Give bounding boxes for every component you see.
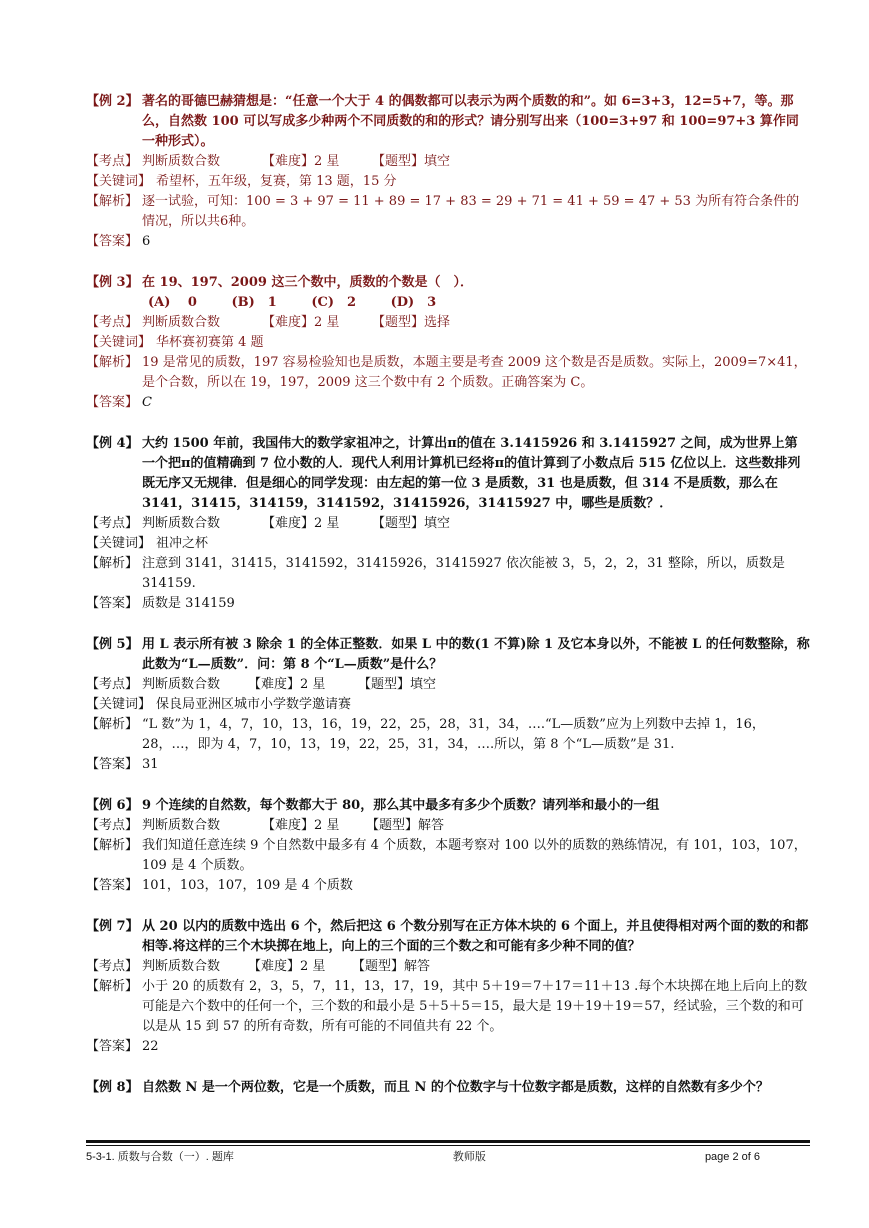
choice-d: (D) 3	[390, 295, 437, 310]
answer-tag: 【答案】	[86, 395, 139, 410]
analysis-row	[86, 192, 810, 232]
keywords-value: 保良局亚洲区城市小学数学邀请赛	[156, 697, 352, 712]
document-page	[86, 92, 810, 1119]
question-row	[86, 917, 810, 957]
choice-c: (C) 2	[311, 295, 357, 310]
choice-a: (A) 0	[148, 295, 197, 310]
keywords-tag: 【关键词】	[86, 697, 152, 712]
keywords-row	[86, 695, 810, 715]
keywords-tag: 【关键词】	[86, 335, 152, 350]
kaodian-tag: 【考点】	[86, 818, 139, 833]
answer-value: 6	[142, 234, 151, 249]
question-text: 从 20 以内的质数中选出 6 个，然后把这 6 个数分别写在正方体木块的 6 个面上，并且使得相对两个面的数的和都相等.将这样的三个木块掷在地上，向上的三个面的三个数之和可能有多少种不同的值？	[142, 919, 809, 954]
analysis-text: 19 是常见的质数，197 容易检验知也是质数，本题主要是考查 2009 这个数是否是质数。实际上，2009=7×41，是个合数，所以在 19，197，2009 这三个数中有 2 个质数。正确答案为 C。	[142, 355, 807, 390]
analysis-row	[86, 715, 810, 755]
analysis-text: 注意到 3141，31415，3141592，31415926，31415927 依次能被 3，5，2，2，31 整除，所以，质数是 314159.	[142, 556, 785, 591]
analysis-tag: 【解析】	[86, 979, 139, 994]
type-label: 【题型】解答	[366, 818, 445, 833]
question-row	[86, 92, 810, 152]
answer-value: 31	[142, 757, 159, 772]
problem-tag: 【例 2】	[86, 94, 139, 109]
keywords-value: 祖冲之杯	[156, 536, 209, 551]
analysis-text: 我们知道任意连续 9 个自然数中最多有 4 个质数，本题考察对 100 以外的质数的熟练情况，有 101，103，107，109 是 4 个质数。	[142, 838, 807, 873]
problem-tag: 【例 5】	[86, 637, 139, 652]
analysis-row	[86, 554, 810, 594]
question-row	[86, 273, 810, 293]
problem-tag: 【例 4】	[86, 436, 139, 451]
analysis-row	[86, 353, 810, 393]
page-footer	[86, 1140, 810, 1164]
kaodian-value: 判断质数合数	[142, 959, 221, 974]
analysis-text: 逐一试验，可知：100 = 3 + 97 = 11 + 89 = 17 + 83 = 29 + 71 = 41 + 59 = 47 + 53 为所有符合条件的情况，所以共6种。	[142, 194, 800, 229]
meta-row	[86, 514, 810, 534]
difficulty-label: 【难度】2 星	[248, 677, 326, 692]
difficulty-label: 【难度】2 星	[262, 818, 340, 833]
type-label: 【题型】选择	[372, 315, 451, 330]
meta-row	[86, 313, 810, 333]
problem-6	[86, 796, 810, 896]
footer-page-number: page 2 of 6	[704, 1151, 760, 1163]
problem-7	[86, 917, 810, 1057]
answer-value: 质数是 314159	[142, 596, 235, 611]
kaodian-value: 判断质数合数	[142, 154, 221, 169]
footer-rule-thick	[86, 1140, 810, 1143]
problem-tag: 【例 7】	[86, 919, 139, 934]
analysis-tag: 【解析】	[86, 838, 139, 853]
problem-3	[86, 273, 810, 413]
type-label: 【题型】填空	[372, 516, 451, 531]
kaodian-tag: 【考点】	[86, 154, 139, 169]
problem-2	[86, 92, 810, 252]
problem-4	[86, 434, 810, 614]
difficulty-label: 【难度】2 星	[262, 315, 340, 330]
difficulty-label: 【难度】2 星	[262, 516, 340, 531]
analysis-text: “L 数”为 1，4，7，10，13，16，19，22，25，28，31，34，….“L—质数”应为上列数中去掉 1，16，28，…，即为 4，7，10，13，19，22，25，31，34，….所以，第 8 个“L—质数”是 31.	[142, 717, 765, 752]
problem-tag: 【例 3】	[86, 275, 139, 290]
footer-title: 5-3-1. 质数与合数（一）. 题库	[86, 1151, 234, 1163]
kaodian-tag: 【考点】	[86, 516, 139, 531]
question-text: 大约 1500 年前，我国伟大的数学家祖冲之，计算出π的值在 3.1415926 和 3.1415927 之间，成为世界上第一个把π的值精确到 7 位小数的人．现代人利用计算机已经将π的值计算到了小数点后 515 亿位以上．这些数排列既无序又无规律．但是细心的同学发现：由左起的第一位 3 是质数，31 也是质数，但 314 不是质数，那么在 3141，31415，314159，3141592，31415926，31415927 中，哪些是质数？．	[142, 436, 801, 511]
kaodian-value: 判断质数合数	[142, 315, 221, 330]
question-row	[86, 1078, 810, 1098]
question-row	[86, 796, 810, 816]
kaodian-value: 判断质数合数	[142, 677, 221, 692]
meta-row	[86, 816, 810, 836]
footer-edition: 教师版	[452, 1151, 486, 1163]
answer-tag: 【答案】	[86, 757, 139, 772]
question-row	[86, 434, 810, 514]
analysis-row	[86, 836, 810, 876]
kaodian-tag: 【考点】	[86, 959, 139, 974]
question-text: 著名的哥德巴赫猜想是：“任意一个大于 4 的偶数都可以表示为两个质数的和”。如 6=3+3，12=5+7，等。那么，自然数 100 可以写成多少种两个不同质数的和的形式？请分别写出来（100=3+97 和 100=97+3 算作同一种形式）。	[142, 94, 799, 149]
problem-8	[86, 1078, 810, 1098]
question-row	[86, 635, 810, 675]
problem-tag: 【例 6】	[86, 798, 139, 813]
answer-value: C	[142, 395, 152, 410]
keywords-tag: 【关键词】	[86, 536, 152, 551]
keywords-value: 华杯赛初赛第 4 题	[156, 335, 264, 350]
kaodian-tag: 【考点】	[86, 315, 139, 330]
meta-row	[86, 152, 810, 172]
answer-tag: 【答案】	[86, 1039, 139, 1054]
question-text: 用 L 表示所有被 3 除余 1 的全体正整数．如果 L 中的数(1 不算)除 1 及它本身以外，不能被 L 的任何数整除，称此数为“L—质数”．问：第 8 个“L—质数”是什么？	[142, 637, 810, 672]
analysis-tag: 【解析】	[86, 717, 139, 732]
question-text: 自然数 N 是一个两位数，它是一个质数，而且 N 的个位数字与十位数字都是质数，这样的自然数有多少个？	[142, 1080, 769, 1095]
answer-row	[86, 393, 810, 413]
answer-row	[86, 755, 810, 775]
question-text: 在 19、197、2009 这三个数中，质数的个数是（ ）．	[142, 275, 473, 290]
footer-rule-thin	[86, 1145, 810, 1146]
answer-tag: 【答案】	[86, 234, 139, 249]
type-label: 【题型】填空	[372, 154, 451, 169]
keywords-row	[86, 333, 810, 353]
keywords-row	[86, 172, 810, 192]
keywords-value: 希望杯，五年级，复赛，第 13 题，15 分	[156, 174, 397, 189]
answer-row	[86, 1037, 810, 1057]
kaodian-value: 判断质数合数	[142, 818, 221, 833]
question-text: 9 个连续的自然数，每个数都大于 80，那么其中最多有多少个质数？请列举和最小的一组	[142, 798, 660, 813]
keywords-tag: 【关键词】	[86, 174, 152, 189]
analysis-tag: 【解析】	[86, 194, 139, 209]
answer-tag: 【答案】	[86, 878, 139, 893]
analysis-text: 小于 20 的质数有 2，3，5，7，11，13，17，19，其中 5＋19＝7＋17＝11＋13 .每个木块掷在地上后向上的数可能是六个数中的任何一个，三个数的和最小是 5＋5＋5＝15，最大是 19＋19＋19＝57，经试验，三个数的和可以是从 15 到 57 的所有奇数，所有可能的不同值共有 22 个。	[142, 979, 808, 1034]
answer-value: 22	[142, 1039, 159, 1054]
analysis-tag: 【解析】	[86, 556, 139, 571]
answer-row	[86, 594, 810, 614]
problem-tag: 【例 8】	[86, 1080, 139, 1095]
keywords-row	[86, 534, 810, 554]
analysis-tag: 【解析】	[86, 355, 139, 370]
meta-row	[86, 957, 810, 977]
answer-value: 101，103，107，109 是 4 个质数	[142, 878, 353, 893]
choice-b: (B) 1	[231, 295, 277, 310]
problem-5	[86, 635, 810, 775]
type-label: 【题型】解答	[352, 959, 431, 974]
type-label: 【题型】填空	[358, 677, 437, 692]
kaodian-value: 判断质数合数	[142, 516, 221, 531]
choices-row	[86, 293, 810, 313]
answer-row	[86, 232, 810, 252]
difficulty-label: 【难度】2 星	[248, 959, 326, 974]
difficulty-label: 【难度】2 星	[262, 154, 340, 169]
meta-row	[86, 675, 810, 695]
answer-tag: 【答案】	[86, 596, 139, 611]
kaodian-tag: 【考点】	[86, 677, 139, 692]
analysis-row	[86, 977, 810, 1037]
answer-row	[86, 876, 810, 896]
